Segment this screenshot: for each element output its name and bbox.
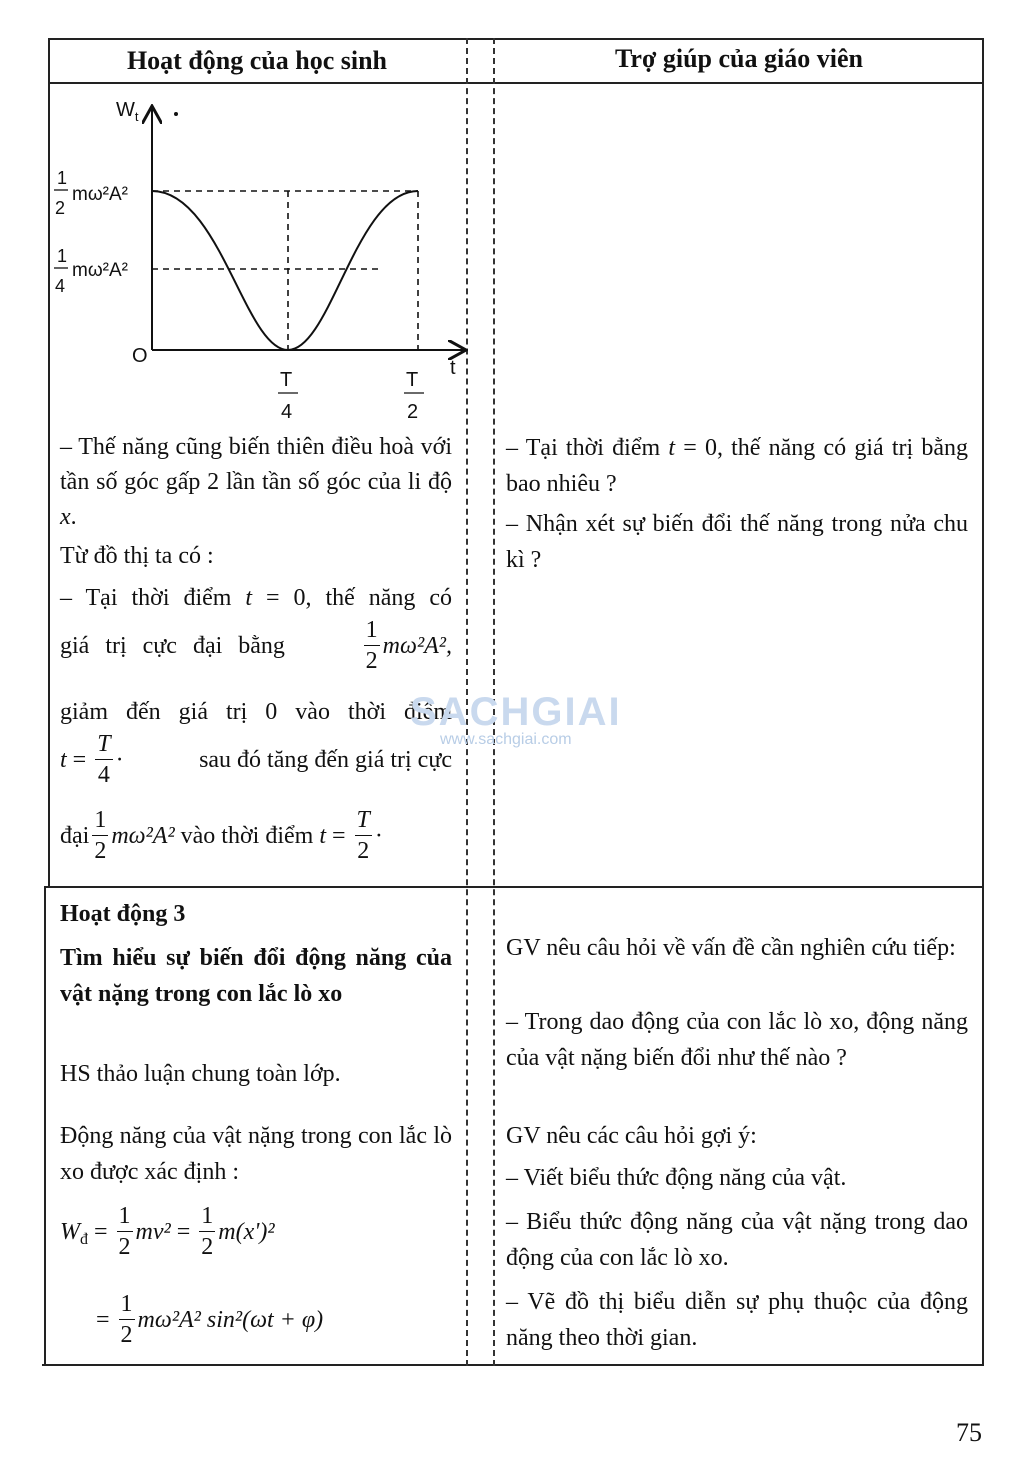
max-label-denominator: 2 <box>55 198 66 218</box>
right2-paragraph4: – Viết biểu thức động năng của vật. <box>506 1165 847 1191</box>
left1-paragraph4: giá trị cực đại bằng $\frac{1}{2}$ mω²A², <box>60 617 452 674</box>
fraction: $\frac{T}{2}$ <box>356 807 370 864</box>
kinetic-energy-equation-2: = $\frac{1}{2}$ mω²A² sin²(ωt + φ) <box>96 1291 324 1348</box>
right2-paragraph6: – Vẽ đồ thị biểu diễn sự phụ thuộc của động năng theo thời gian. <box>506 1289 968 1351</box>
left2-paragraph1: HS thảo luận chung toàn lớp. <box>60 1061 341 1087</box>
mid-label-numerator: 1 <box>57 246 68 266</box>
right2-paragraph1: GV nêu câu hỏi về vấn đề cần nghiên cứu tiếp: <box>506 935 956 961</box>
left1-paragraph2: Từ đồ thị ta có : <box>60 543 214 569</box>
page-number: 75 <box>956 1418 982 1447</box>
table-bottom-border <box>42 1364 984 1366</box>
fraction: $\frac{T}{4}$ <box>97 731 111 788</box>
right1-question1: – Tại thời điểm t = 0, thế năng có giá trị bằng bao nhiêu ? <box>506 435 969 497</box>
left2-paragraph2: Động năng của vật nặng trong con lắc lò xo được xác định : <box>60 1123 452 1185</box>
fraction: $\frac{1}{2}$ <box>94 807 107 864</box>
fraction: $\frac{1}{2}$ <box>201 1203 214 1260</box>
max-label: mω²A² <box>72 184 128 205</box>
fraction: $\frac{1}{2}$ <box>365 617 378 674</box>
potential-energy-graph <box>40 94 470 424</box>
fraction: $\frac{1}{2}$ <box>120 1291 133 1348</box>
left1-paragraph1: – Thế năng cũng biến thiên điều hoà với tần số góc gấp 2 lần tần số góc của li độ x. <box>60 434 452 530</box>
left1-paragraph3: – Tại thời điểm t = 0, thế năng có <box>60 585 453 611</box>
header-left: Hoạt động của học sinh <box>126 46 388 75</box>
quarter-period-numerator: T <box>280 369 293 391</box>
potential-energy-curve <box>152 191 418 350</box>
dot-mark <box>174 112 178 116</box>
row2-left-border <box>44 886 46 1366</box>
row-divider <box>44 886 984 888</box>
table-right-border <box>982 38 984 1366</box>
quarter-period-denominator: 4 <box>281 401 293 423</box>
left1-paragraph7: đại $\frac{1}{2}$ mω²A² vào thời điểm t = $\frac{T}{2}$ · <box>60 807 383 864</box>
right2-paragraph5: – Biểu thức động năng của vật nặng trong dao động của con lắc lò xo. <box>506 1209 968 1271</box>
header-divider <box>48 82 984 84</box>
x-axis-label: t <box>450 357 456 379</box>
activity-title: Hoạt động 3 <box>60 901 186 927</box>
left1-paragraph6: t = $\frac{T}{4}$ · sau đó tăng đến giá trị cực <box>60 731 452 788</box>
max-label-numerator: 1 <box>57 168 68 188</box>
right2-paragraph2: – Trong dao động của con lắc lò xo, động năng của vật nặng biến đổi như thế nào ? <box>506 1009 968 1071</box>
origin-label: O <box>132 345 148 367</box>
activity-subtitle: Tìm hiểu sự biến đổi động năng của vật nặng trong con lắc lò xo <box>60 945 452 1007</box>
half-period-denominator: 2 <box>407 401 419 423</box>
table-top-border <box>48 38 984 40</box>
header-right: Trợ giúp của giáo viên <box>615 44 863 73</box>
kinetic-energy-equation-1: W đ = $\frac{1}{2}$ mv² = $\frac{1}{2}$ m(x')² <box>60 1203 275 1260</box>
right2-paragraph3: GV nêu các câu hỏi gợi ý: <box>506 1123 757 1149</box>
y-axis-label: $W_t$ <box>116 99 139 124</box>
watermark-logo: SACHGIAI <box>410 690 622 734</box>
mid-label-denominator: 4 <box>55 276 66 296</box>
left1-paragraph5: giảm đến giá trị 0 vào thời điểm <box>60 699 452 725</box>
watermark <box>410 690 622 749</box>
mid-label: mω²A² <box>72 260 128 281</box>
fraction: $\frac{1}{2}$ <box>118 1203 131 1260</box>
watermark-url: www.sachgiai.com <box>440 731 572 748</box>
right1-question2: – Nhận xét sự biến đổi thế năng trong nửa chu kì ? <box>506 511 968 573</box>
half-period-numerator: T <box>406 369 419 391</box>
